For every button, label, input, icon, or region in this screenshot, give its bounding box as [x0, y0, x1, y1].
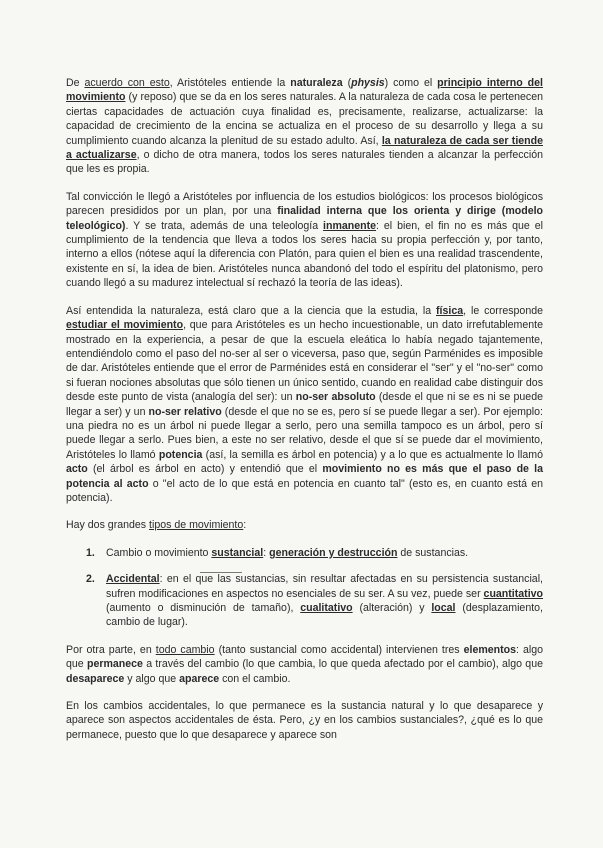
paragraph-teleologia: Tal convicción le llegó a Aristóteles por influencia de los estudios biológicos: los procesos biológicos parecen presididos por un plan, por una finalidad interna que los orienta y dirige (modelo teleológico). Y se trata, además de una teleología inmanente: el bien, el fin no es más que el cumplimiento de la tendencia que lleva a todos los seres hacia su propia perfección y, por tanto, interno a ellos (nótese aquí la diferencia con Platón, para quien el bien es una realidad trascendente, existente en sí, la idea de bien. Aristóteles nunca abandonó del todo el espíritu del platonismo, pero cuando llegó a su madurez intelectual sí rechazó la teoría de las ideas).: [66, 190, 544, 290]
paragraph-cambios: En los cambios accidentales, lo que permanece es la sustancia natural y lo que desaparece y aparece son aspectos accidentales de ésta. Pero, ¿y en los cambios sustanciales?, ¿qué es lo que permanece, puesto que lo que desaparece y aparece son: [66, 700, 543, 741]
list-item: 2. Accidental: en el que las sustancias, sin resultar afectadas en su persistencia sustancial, sufren modificaciones en aspectos no esenciales de su ser. A su vez, puede ser cuantitativo (aumento o disminución de tamaño), cualitativo (alteración) y local (desplazamiento, cambio de lugar).: [86, 573, 543, 629]
movement-types-list: [66, 546, 543, 630]
paragraph-naturaleza: De acuerdo con esto, Aristóteles entiende la naturaleza (physis) como el principio interno del movimiento (y reposo) que se da en los seres naturales. A la naturaleza de cada cosa le pertenecen ciertas capacidades de actuación cuya finalidad es, precisamente, realizarse, actualizarse: la capacidad de crecimiento de la encina se actualiza en el proceso de su desarrollo y llega a su cumplimiento cuando alcanza la plenitud de su estado adulto. Así, la naturaleza de cada ser tiende a actualizarse, o dicho de otra manera, todos los seres naturales tienden a alcanzar la perfección que les es propia.: [66, 77, 543, 176]
list-item: 1. Cambio o movimiento sustancial: generación y destrucción de sustancias.: [86, 546, 469, 559]
handwritten-underline: [200, 572, 242, 573]
paragraph-movimiento: Así entendida la naturaleza, está claro que a la ciencia que la estudia, la física, le corresponde estudiar el movimiento, que para Aristóteles es un hecho incuestionable, un dato irrefutablemente mostrado en la experiencia, a pesar de que la escuela eleática lo había negado tajantemente, entendiéndolo como el paso del no-ser al ser o viceversa, paso que, según Parménides es imposible de dar. Aristóteles entiende que el error de Parménides está en considerar el "ser" y el "no-ser" como si fueran nociones absolutas que sólo tienen un único sentido, cuando en realidad cabe distinguir dos desde este punto de vista (analogía del ser): un no-ser absoluto (desde el que ni se es ni se puede llegar a ser) y un no-ser relativo (desde el que no se es, pero sí se puede llegar a ser). Por ejemplo: una piedra no es un árbol ni puede llegar a serlo, pero una semilla tampoco es un árbol, pero sí puede llegar a serlo. Pues bien, a este no ser relativo, desde el que sí se puede dar el movimiento, Aristóteles lo llamó potencia (así, la semilla es árbol en potencia) y a lo que es actualmente lo llamó acto (el árbol es árbol en acto) y entendió que el movimiento no es más que el paso de la potencia al acto o "el acto de lo que está en potencia en cuanto tal" (esto es, en cuanto está en potencia).: [66, 304, 543, 504]
paragraph-elementos: Por otra parte, en todo cambio (tanto sustancial como accidental) intervienen tres elementos: algo que permanece a través del cambio (lo que cambia, lo que queda afectado por el cambio), algo que desaparece y algo que aparece con el cambio.: [66, 643, 544, 685]
paragraph-tipos-intro: Hay dos grandes tipos de movimiento:: [66, 519, 247, 532]
